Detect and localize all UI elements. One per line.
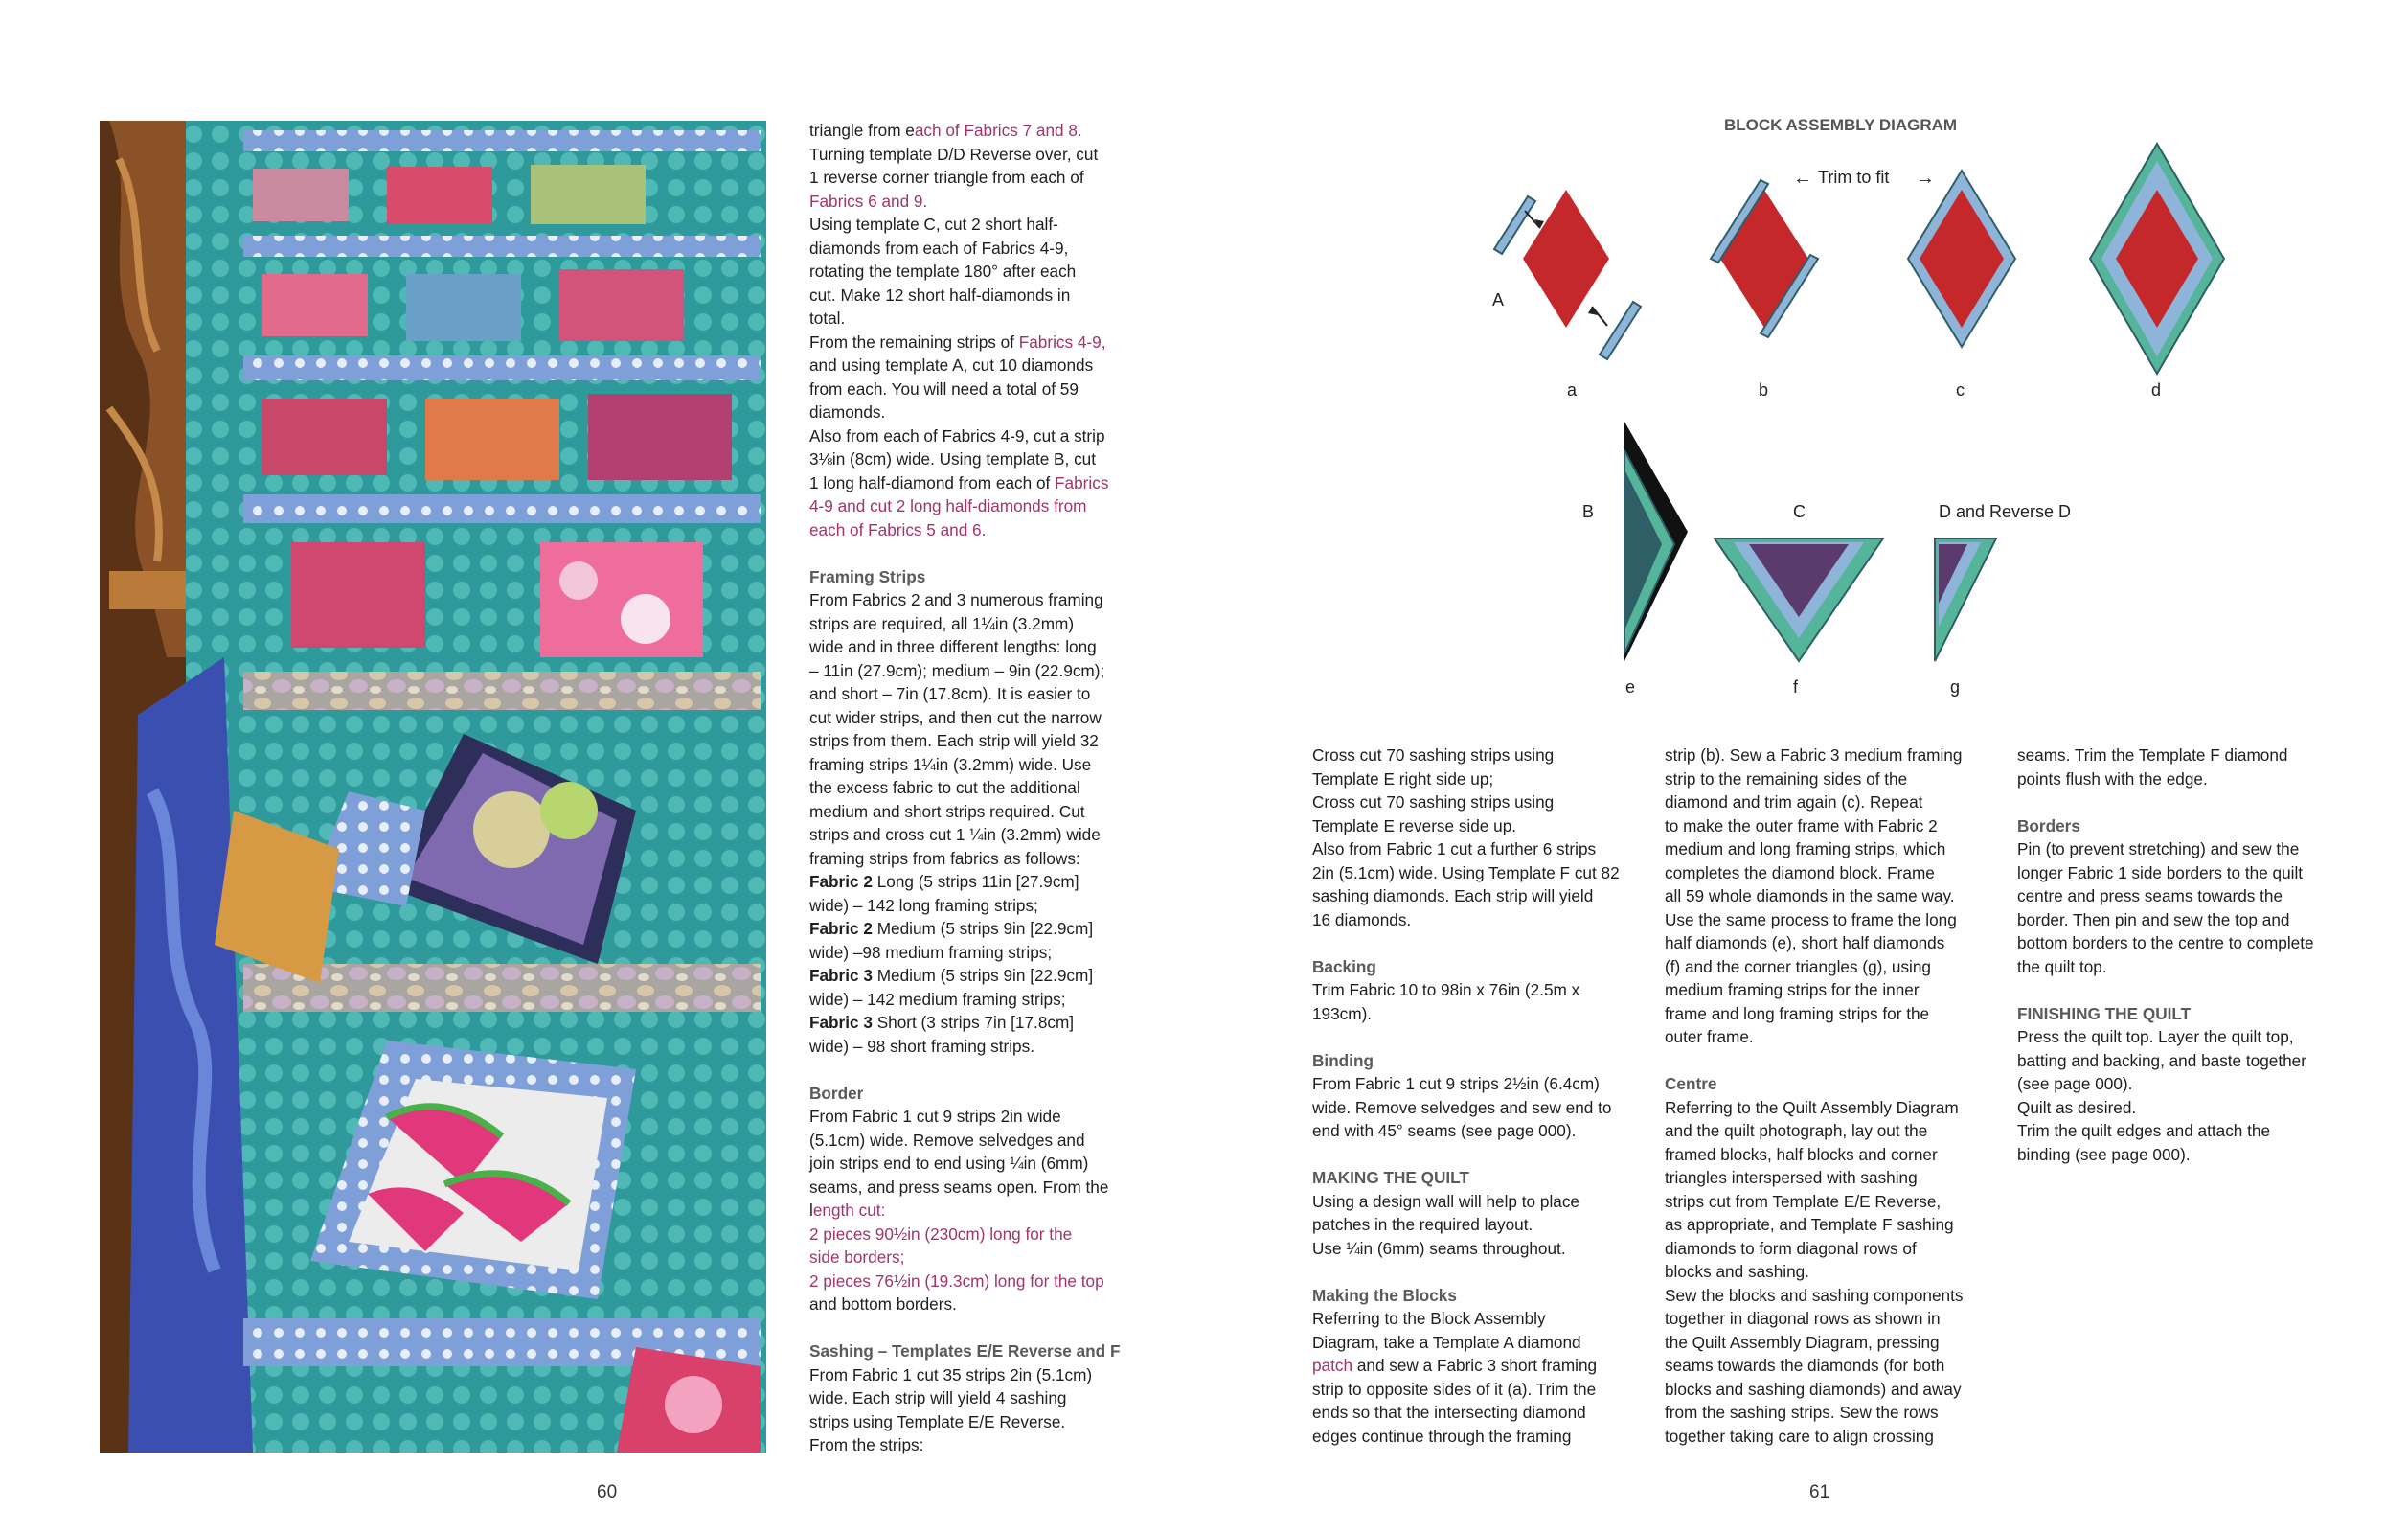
- block-assembly-diagram: [1437, 105, 2260, 728]
- text-line: diamonds.: [809, 402, 886, 422]
- text-line: the Quilt Assembly Diagram, pressing: [1665, 1332, 1940, 1352]
- section-heading-making-the-quilt: MAKING THE QUILT: [1312, 1168, 1469, 1187]
- text-line: Fabric 2 Long (5 strips 11in [27.9cm]: [809, 872, 1079, 891]
- step-b-shape: [1711, 180, 1818, 337]
- section-heading-finishing-the-quilt: FINISHING THE QUILT: [2017, 1003, 2192, 1023]
- text-line: seams, and press seams open. From the: [809, 1177, 1109, 1197]
- text-line: Quilt as desired.: [2017, 1097, 2137, 1117]
- text-line: and the quilt photograph, lay out the: [1665, 1121, 1928, 1140]
- shape-label-a: A: [1492, 290, 1505, 309]
- section-heading-making-the-blocks: Making the Blocks: [1312, 1285, 1457, 1305]
- text-line: patches in the required layout.: [1312, 1215, 1533, 1234]
- text-line: blocks and sashing.: [1665, 1262, 1809, 1281]
- text-line: Template E reverse side up.: [1312, 815, 1517, 835]
- text-line: Cross cut 70 sashing strips using: [1312, 745, 1555, 765]
- shape-label-b: B: [1582, 502, 1595, 521]
- text-line: 16 diamonds.: [1312, 909, 1412, 929]
- text-line: each of Fabrics 5 and 6.: [809, 519, 987, 539]
- trim-arrow-left: ←: [1793, 168, 1812, 189]
- text-line: Also from Fabric 1 cut a further 6 strips: [1312, 839, 1597, 858]
- text-line: seams towards the diamonds (for both: [1665, 1356, 1945, 1375]
- step-label-b: b: [1759, 380, 1769, 400]
- step-label-f: f: [1793, 677, 1799, 697]
- text-line: ends so that the intersecting diamond: [1312, 1403, 1586, 1422]
- text-line: framed blocks, half blocks and corner: [1665, 1144, 1938, 1164]
- text-line: 1 reverse corner triangle from each of: [809, 168, 1084, 187]
- text-line: framing strips from fabrics as follows:: [809, 848, 1080, 868]
- text-line: Diagram, take a Template A diamond: [1312, 1332, 1581, 1352]
- step-a-shape: [1494, 190, 1641, 359]
- text-line: wide) – 142 medium framing strips;: [809, 989, 1066, 1009]
- section-heading-border: Border: [809, 1083, 864, 1103]
- text-line: Using template C, cut 2 short half-: [809, 215, 1058, 234]
- text-line: the quilt top.: [2017, 956, 2107, 976]
- text-line: join strips end to end using ¼in (6mm): [809, 1154, 1089, 1173]
- text-line: wide. Remove selvedges and sew end to: [1312, 1097, 1612, 1117]
- text-line: together in diagonal rows as shown in: [1665, 1309, 1941, 1328]
- text-line: cut wider strips, and then cut the narrow: [809, 707, 1102, 727]
- step-label-d: d: [2151, 380, 2162, 400]
- text-line: From Fabric 1 cut 9 strips 2½in (6.4cm): [1312, 1074, 1600, 1093]
- text-line: medium and short strips required. Cut: [809, 801, 1085, 821]
- text-line: cut. Make 12 short half-diamonds in: [809, 285, 1071, 305]
- section-heading-framing-strips: Framing Strips: [809, 566, 926, 586]
- text-line: Use ¼in (6mm) seams throughout.: [1312, 1238, 1566, 1258]
- step-f-shape: [1715, 538, 1883, 661]
- text-line: from each. You will need a total of 59: [809, 378, 1079, 399]
- text-line: frame and long framing strips for the: [1665, 1003, 1930, 1023]
- trim-arrow-right: →: [1916, 168, 1935, 189]
- text-line: strips cut from Template E/E Reverse,: [1665, 1191, 1942, 1211]
- step-label-g: g: [1950, 677, 1961, 697]
- text-line: – 11in (27.9cm); medium – 9in (22.9cm);: [809, 660, 1105, 680]
- text-line: medium framing strips for the inner: [1665, 980, 1920, 999]
- text-line: diamonds from each of Fabrics 4-9,: [809, 238, 1069, 258]
- text-line: together taking care to align crossing: [1665, 1426, 1934, 1446]
- text-line: (5.1cm) wide. Remove selvedges and: [809, 1130, 1085, 1150]
- quilt-photograph: [100, 121, 766, 1453]
- text-line: Use the same process to frame the long: [1665, 909, 1957, 929]
- text-line: From Fabric 1 cut 9 strips 2in wide: [809, 1107, 1061, 1126]
- text-line: Referring to the Block Assembly: [1312, 1309, 1546, 1328]
- shape-label-d: D and Reverse D: [1939, 502, 2072, 521]
- text-line: (see page 000).: [2017, 1074, 2133, 1093]
- text-line: Cross cut 70 sashing strips using: [1312, 792, 1555, 812]
- text-line: 193cm).: [1312, 1003, 1373, 1023]
- text-line: triangles interspersed with sashing: [1665, 1168, 1918, 1187]
- text-line: medium and long framing strips, which: [1665, 839, 1946, 858]
- text-line: patch and sew a Fabric 3 short framing: [1312, 1356, 1598, 1375]
- text-line: strip to opposite sides of it (a). Trim the: [1312, 1379, 1597, 1399]
- text-line: Template E right side up;: [1312, 768, 1494, 789]
- step-c-shape: [1908, 171, 2015, 347]
- text-line: Also from each of Fabrics 4-9, cut a strip: [809, 425, 1105, 446]
- text-line: to make the outer frame with Fabric 2: [1665, 815, 1938, 835]
- text-line: triangle from each of Fabrics 7 and 8.: [809, 121, 1082, 140]
- text-line: Fabric 3 Medium (5 strips 9in [22.9cm]: [809, 966, 1094, 985]
- text-line: 2in (5.1cm) wide. Using Template F cut 82: [1312, 862, 1620, 882]
- text-line: batting and backing, and baste together: [2017, 1050, 2306, 1070]
- right-page: [1204, 0, 2408, 1533]
- section-heading-binding: Binding: [1312, 1050, 1374, 1070]
- text-line: border. Then pin and sew the top and: [2017, 909, 2290, 929]
- text-line: wide and in three different lengths: long: [809, 637, 1097, 656]
- text-line: Trim Fabric 10 to 98in x 76in (2.5m x: [1312, 980, 1580, 999]
- text-line: diamonds to form diagonal rows of: [1665, 1238, 1917, 1258]
- text-line: side borders;: [809, 1247, 905, 1267]
- text-line: binding (see page 000).: [2017, 1144, 2191, 1164]
- step-d-shape: [2090, 144, 2224, 374]
- section-heading-backing: Backing: [1312, 956, 1376, 976]
- right-text-column-2: [1665, 744, 1995, 1448]
- text-line: longer Fabric 1 side borders to the quilt: [2017, 862, 2304, 882]
- step-label-a: a: [1567, 380, 1578, 400]
- text-line: 1 long half-diamond from each of Fabrics: [809, 472, 1109, 492]
- text-line: from the sashing strips. Sew the rows: [1665, 1403, 1939, 1422]
- text-line: Referring to the Quilt Assembly Diagram: [1665, 1097, 1959, 1117]
- text-line: end with 45° seams (see page 000).: [1312, 1121, 1577, 1140]
- text-line: 2 pieces 90½in (230cm) long for the: [809, 1224, 1073, 1244]
- text-line: Sew the blocks and sashing components: [1665, 1285, 1964, 1305]
- text-line: rotating the template 180° after each: [809, 262, 1077, 281]
- text-line: framing strips 1¼in (3.2mm) wide. Use: [809, 754, 1092, 774]
- text-line: 4-9 and cut 2 long half-diamonds from: [809, 496, 1087, 515]
- right-text-column-3: [2017, 744, 2352, 1166]
- section-heading-borders: Borders: [2017, 815, 2080, 835]
- text-line: strips and cross cut 1 ¼in (3.2mm) wide: [809, 825, 1101, 844]
- text-line: bottom borders to the centre to complete: [2017, 933, 2314, 952]
- text-line: and bottom borders.: [809, 1294, 957, 1314]
- left-text-column: [809, 119, 1173, 1457]
- text-line: Fabrics 6 and 9.: [809, 191, 928, 211]
- text-line: From the remaining strips of Fabrics 4-9,: [809, 332, 1106, 352]
- text-line: Turning template D/D Reverse over, cut: [809, 144, 1099, 164]
- text-line: Using a design wall will help to place: [1312, 1191, 1579, 1211]
- step-g-shape: [1935, 538, 1996, 661]
- text-line: strips are required, all 1¼in (3.2mm): [809, 613, 1075, 633]
- text-line: half diamonds (e), short half diamonds: [1665, 933, 1945, 952]
- text-line: the excess fabric to cut the additional: [809, 778, 1080, 797]
- text-line: outer frame.: [1665, 1027, 1754, 1046]
- text-line: strip (b). Sew a Fabric 3 medium framing: [1665, 745, 1963, 765]
- text-line: strips from them. Each strip will yield 32: [809, 731, 1099, 750]
- text-line: From the strips:: [809, 1435, 924, 1454]
- text-line: 2 pieces 76½in (19.3cm) long for the top: [809, 1270, 1104, 1291]
- text-line: wide) –98 medium framing strips;: [809, 942, 1053, 962]
- text-line: and using template A, cut 10 diamonds: [809, 355, 1094, 375]
- text-line: centre and press seams towards the: [2017, 886, 2283, 905]
- text-line: wide) – 142 long framing strips;: [809, 895, 1038, 915]
- text-line: strips using Template E/E Reverse.: [809, 1411, 1066, 1431]
- text-line: Fabric 3 Short (3 strips 7in [17.8cm]: [809, 1013, 1075, 1032]
- trim-to-fit-label: Trim to fit: [1818, 168, 1890, 187]
- text-line: 3⅛in (8cm) wide. Using template B, cut: [809, 449, 1096, 469]
- text-line: and short – 7in (17.8cm). It is easier to: [809, 684, 1091, 703]
- diagram-title: BLOCK ASSEMBLY DIAGRAM: [1724, 116, 1958, 134]
- text-line: diamond and trim again (c). Repeat: [1665, 792, 1923, 812]
- shape-label-c: C: [1793, 502, 1806, 521]
- text-line: length cut:: [809, 1201, 886, 1220]
- text-line: Trim the quilt edges and attach the: [2017, 1121, 2271, 1140]
- text-line: From Fabrics 2 and 3 numerous framing: [809, 590, 1103, 609]
- text-line: as appropriate, and Template F sashing: [1665, 1215, 1954, 1234]
- right-text-column-1: [1312, 744, 1643, 1448]
- step-label-e: e: [1625, 677, 1636, 697]
- step-label-c: c: [1956, 380, 1965, 400]
- text-line: sashing diamonds. Each strip will yield: [1312, 886, 1594, 905]
- text-line: points flush with the edge.: [2017, 768, 2208, 789]
- page-number: 60: [597, 1482, 618, 1502]
- text-line: completes the diamond block. Frame: [1665, 862, 1935, 882]
- text-line: Press the quilt top. Layer the quilt top,: [2017, 1027, 2294, 1046]
- text-line: Pin (to prevent stretching) and sew the: [2017, 839, 2300, 858]
- section-heading-centre: Centre: [1665, 1074, 1717, 1093]
- page-number: 61: [1809, 1482, 1830, 1502]
- text-line: From Fabric 1 cut 35 strips 2in (5.1cm): [809, 1364, 1093, 1384]
- step-e-shape: [1624, 422, 1688, 661]
- text-line: blocks and sashing diamonds) and away: [1665, 1379, 1962, 1399]
- text-line: seams. Trim the Template F diamond: [2017, 745, 2288, 765]
- text-line: edges continue through the framing: [1312, 1426, 1572, 1446]
- text-line: all 59 whole diamonds in the same way.: [1665, 886, 1955, 905]
- section-heading-sashing: Sashing – Templates E/E Reverse and F: [809, 1341, 1121, 1361]
- text-line: wide. Each strip will yield 4 sashing: [809, 1388, 1067, 1407]
- text-line: wide) – 98 short framing strips.: [809, 1036, 1034, 1056]
- text-line: Fabric 2 Medium (5 strips 9in [22.9cm]: [809, 919, 1094, 938]
- text-line: total.: [809, 309, 846, 328]
- text-line: (f) and the corner triangles (g), using: [1665, 956, 1931, 976]
- text-line: strip to the remaining sides of the: [1665, 768, 1908, 789]
